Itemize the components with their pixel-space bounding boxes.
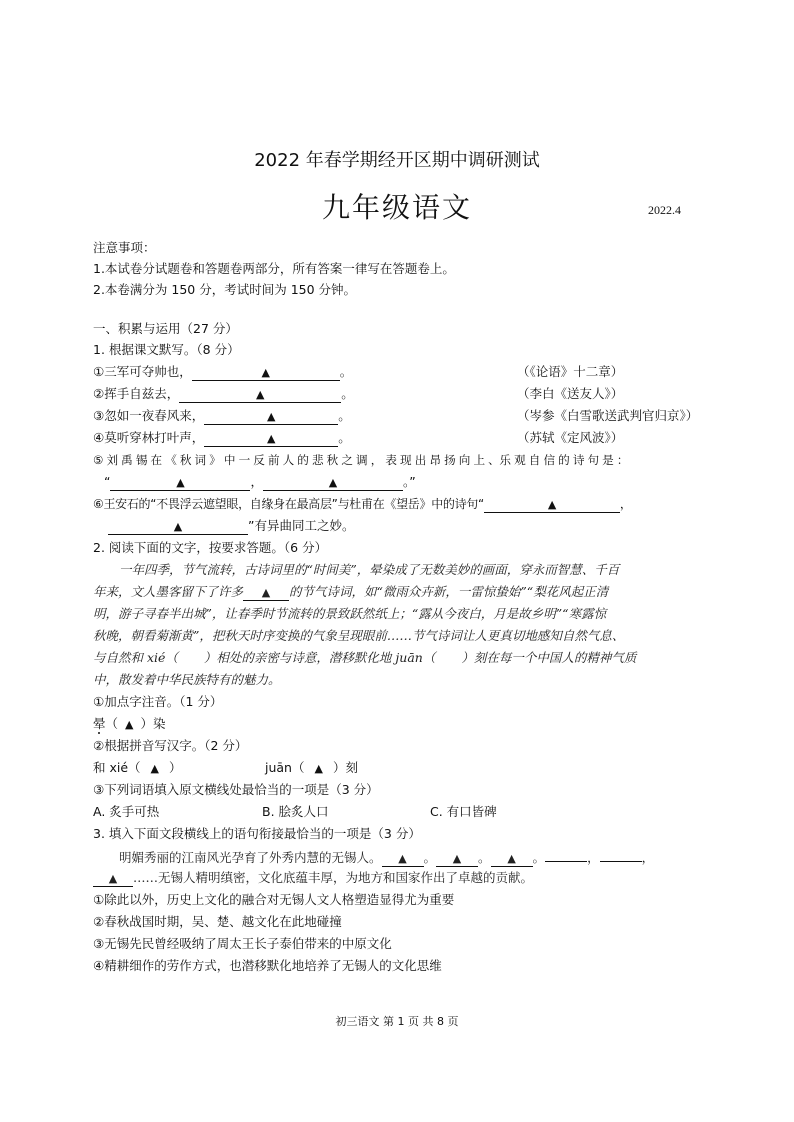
close-paren: ）染 bbox=[140, 716, 166, 731]
dotted-char: 晕 bbox=[93, 716, 106, 731]
subject-title: 九年级语文 bbox=[321, 191, 472, 224]
q1-stem: 1. 根据课文默写。（8 分） bbox=[93, 342, 240, 357]
q2-passage-line-1: 一年四季，节气流转，古诗词里的“时间美”，晕染成了无数美妙的画面，穿永而智慧、千百 bbox=[119, 562, 620, 577]
q3-passage-line-2 bbox=[93, 867, 533, 889]
triangle-icon: ▲ bbox=[261, 586, 271, 599]
triangle-icon: ▲ bbox=[125, 718, 134, 731]
open-paren: （ bbox=[105, 716, 119, 731]
answer-blank bbox=[179, 386, 341, 403]
q2-passage-line-4: 秋晚，朝看菊渐黄”，把秋天时序变换的气象呈现眼前……节气诗词让人更真切地感知自然气息、 bbox=[93, 628, 625, 643]
triangle-icon: ▲ bbox=[398, 852, 407, 865]
q1-l3-text: ③忽如一夜春风来， bbox=[93, 408, 205, 423]
period: 。 bbox=[341, 386, 354, 401]
open-quote: “ bbox=[104, 474, 111, 489]
close-quote: 。” bbox=[403, 474, 416, 489]
q2-s2a: 和 xié（ bbox=[93, 760, 141, 775]
q1-l1-text: ①三军可夺帅也， bbox=[93, 364, 192, 379]
q2-option-a: A. 炙手可热 bbox=[93, 804, 160, 819]
q1-line-6b bbox=[108, 515, 354, 537]
q2-sub-3: ③下列词语填入原文横线处最恰当的一项是（3 分） bbox=[93, 782, 379, 797]
q2-p2b: 的节气诗词，如“微雨众卉新，一雷惊蛰始”“梨花风起正清 bbox=[289, 584, 609, 599]
q2-sub-2-b bbox=[265, 757, 358, 780]
triangle-icon: ▲ bbox=[266, 432, 276, 445]
q2-passage-line-6: 中，散发着中华民族特有的魅力。 bbox=[93, 672, 281, 687]
q3-option-1: ①除此以外，历史上文化的融合对无锡人文人格塑造显得尤为重要 bbox=[93, 892, 455, 907]
period: 。 bbox=[338, 408, 351, 423]
q1-l2-source: （李白《送友人》） bbox=[517, 386, 624, 401]
q1-line-2 bbox=[93, 383, 733, 405]
triangle-icon: ▲ bbox=[314, 762, 323, 775]
exam-title: 2022 年春学期经开区期中调研测试 bbox=[254, 150, 540, 171]
q2-passage-line-5 bbox=[93, 647, 636, 669]
q2-option-b: B. 脍炙人口 bbox=[262, 804, 329, 819]
answer-blank bbox=[93, 870, 133, 887]
q2-p5b: ）相处的亲密与诗意，潜移默化地 juān（ bbox=[203, 650, 436, 665]
q3-option-2: ②春秋战国时期，吴、楚、越文化在此地碰撞 bbox=[93, 914, 342, 929]
q1-l6b-text: ”有异曲同工之妙。 bbox=[248, 518, 355, 533]
q2-sub-1-answer bbox=[93, 713, 166, 736]
q2-s2b: juān（ bbox=[265, 760, 305, 775]
comma: ， bbox=[619, 497, 632, 511]
triangle-icon: ▲ bbox=[150, 762, 160, 775]
answer-blank bbox=[484, 496, 620, 513]
triangle-icon: ▲ bbox=[507, 852, 516, 865]
triangle-icon: ▲ bbox=[452, 852, 462, 865]
comma: ， bbox=[250, 474, 263, 489]
q1-l4-text: ④莫听穿林打叶声， bbox=[93, 430, 205, 445]
comma: ， bbox=[641, 850, 655, 865]
triangle-icon: ▲ bbox=[328, 476, 338, 489]
answer-blank bbox=[108, 518, 248, 535]
q2-passage-line-3: 明，游子寻春半出城”，让春季时节流转的景致跃然纸上；“露从今夜白，月是故乡明”“寒露惊 bbox=[93, 606, 607, 621]
period: 。 bbox=[423, 850, 437, 865]
q1-line-5: ⑤ 刘 禹 锡 在 《 秋 词 》 中 一 反 前 人 的 悲 秋 之 调 ， 表 现 出 昂 扬 向 上 、乐 观 自 信 的 诗 句 是 ： bbox=[93, 453, 629, 467]
q3-option-3: ③无锡先民曾经吸纳了周太王长子泰伯带来的中原文化 bbox=[93, 936, 392, 951]
q3-option-4: ④精耕细作的劳作方式，也潜移默化地培养了无锡人的文化思维 bbox=[93, 958, 442, 973]
q1-line-6a bbox=[93, 493, 632, 515]
q2-passage-line-2 bbox=[93, 581, 608, 603]
answer-blank bbox=[204, 430, 338, 447]
notes-item-2: 2.本卷满分为 150 分，考试时间为 150 分钟。 bbox=[93, 282, 357, 297]
answer-blank bbox=[436, 850, 478, 867]
q1-line-5b bbox=[104, 471, 416, 493]
answer-blank bbox=[243, 584, 289, 601]
page-footer: 初三语文 第 1 页 共 8 页 bbox=[335, 1015, 459, 1028]
period: 。 bbox=[339, 364, 353, 379]
q2-option-c: C. 有口皆碑 bbox=[430, 804, 497, 819]
triangle-icon: ▲ bbox=[255, 388, 265, 401]
period: 。 bbox=[478, 850, 491, 865]
answer-blank bbox=[545, 845, 587, 862]
q2-sub-1: ①加点字注音。（1 分） bbox=[93, 694, 223, 709]
answer-blank bbox=[192, 364, 340, 381]
q3-p1: 明媚秀丽的江南风光孕育了外秀内慧的无锡人。 bbox=[119, 850, 382, 865]
q2-stem: 2. 阅读下面的文字，按要求答题。（6 分） bbox=[93, 540, 328, 555]
triangle-icon: ▲ bbox=[173, 520, 183, 533]
q2-s2b-close: ）刻 bbox=[332, 760, 358, 775]
q1-line-4 bbox=[93, 427, 733, 449]
notes-heading: 注意事项： bbox=[93, 240, 156, 255]
answer-blank bbox=[491, 850, 533, 867]
triangle-icon: ▲ bbox=[547, 498, 556, 511]
q3-p2: ……无锡人精明缜密，文化底蕴丰厚，为地方和国家作出了卓越的贡献。 bbox=[133, 870, 534, 885]
q2-p2a: 年来，文人墨客留下了许多 bbox=[93, 584, 244, 599]
period: 。 bbox=[532, 850, 546, 865]
q2-p5a: 与自然和 xié（ bbox=[93, 650, 178, 665]
answer-blank bbox=[204, 408, 338, 425]
answer-blank bbox=[263, 474, 403, 491]
q2-p5c: ）刻在每一个中国人的精神气质 bbox=[461, 650, 637, 665]
answer-blank bbox=[110, 474, 250, 491]
q1-l4-source: （苏轼《定风波》） bbox=[517, 430, 624, 445]
q1-line-1 bbox=[93, 361, 733, 383]
q1-l6a-text: ⑥王安石的“不畏浮云遮望眼，自缘身在最高层”与杜甫在《望岳》中的诗句“ bbox=[93, 497, 484, 511]
q1-l3-source: （岑参《白雪歌送武判官归京》） bbox=[517, 408, 699, 423]
section-heading: 一、积累与运用（27 分） bbox=[93, 321, 238, 336]
answer-blank bbox=[600, 845, 642, 862]
notes-item-1: 1.本试卷分试题卷和答题卷两部分，所有答案一律写在答题卷上。 bbox=[93, 261, 455, 276]
q3-passage-line-1 bbox=[119, 845, 654, 869]
q3-stem: 3. 填入下面文段横线上的语句衔接最恰当的一项是（3 分） bbox=[93, 826, 421, 841]
answer-blank bbox=[382, 850, 424, 867]
exam-date: 2022.4 bbox=[648, 203, 681, 217]
q2-sub-2: ②根据拼音写汉字。（2 分） bbox=[93, 738, 248, 753]
q1-line-3 bbox=[93, 405, 733, 427]
q2-sub-2-a bbox=[93, 757, 182, 780]
triangle-icon: ▲ bbox=[266, 410, 276, 423]
triangle-icon: ▲ bbox=[108, 872, 118, 885]
close-paren: ） bbox=[169, 760, 182, 775]
period: 。 bbox=[338, 430, 351, 445]
q1-l1-source: （《论语》十二章） bbox=[517, 364, 624, 379]
triangle-icon: ▲ bbox=[261, 366, 270, 379]
q1-l2-text: ②挥手自兹去， bbox=[93, 386, 180, 401]
comma: ， bbox=[587, 850, 600, 865]
triangle-icon: ▲ bbox=[176, 476, 185, 489]
